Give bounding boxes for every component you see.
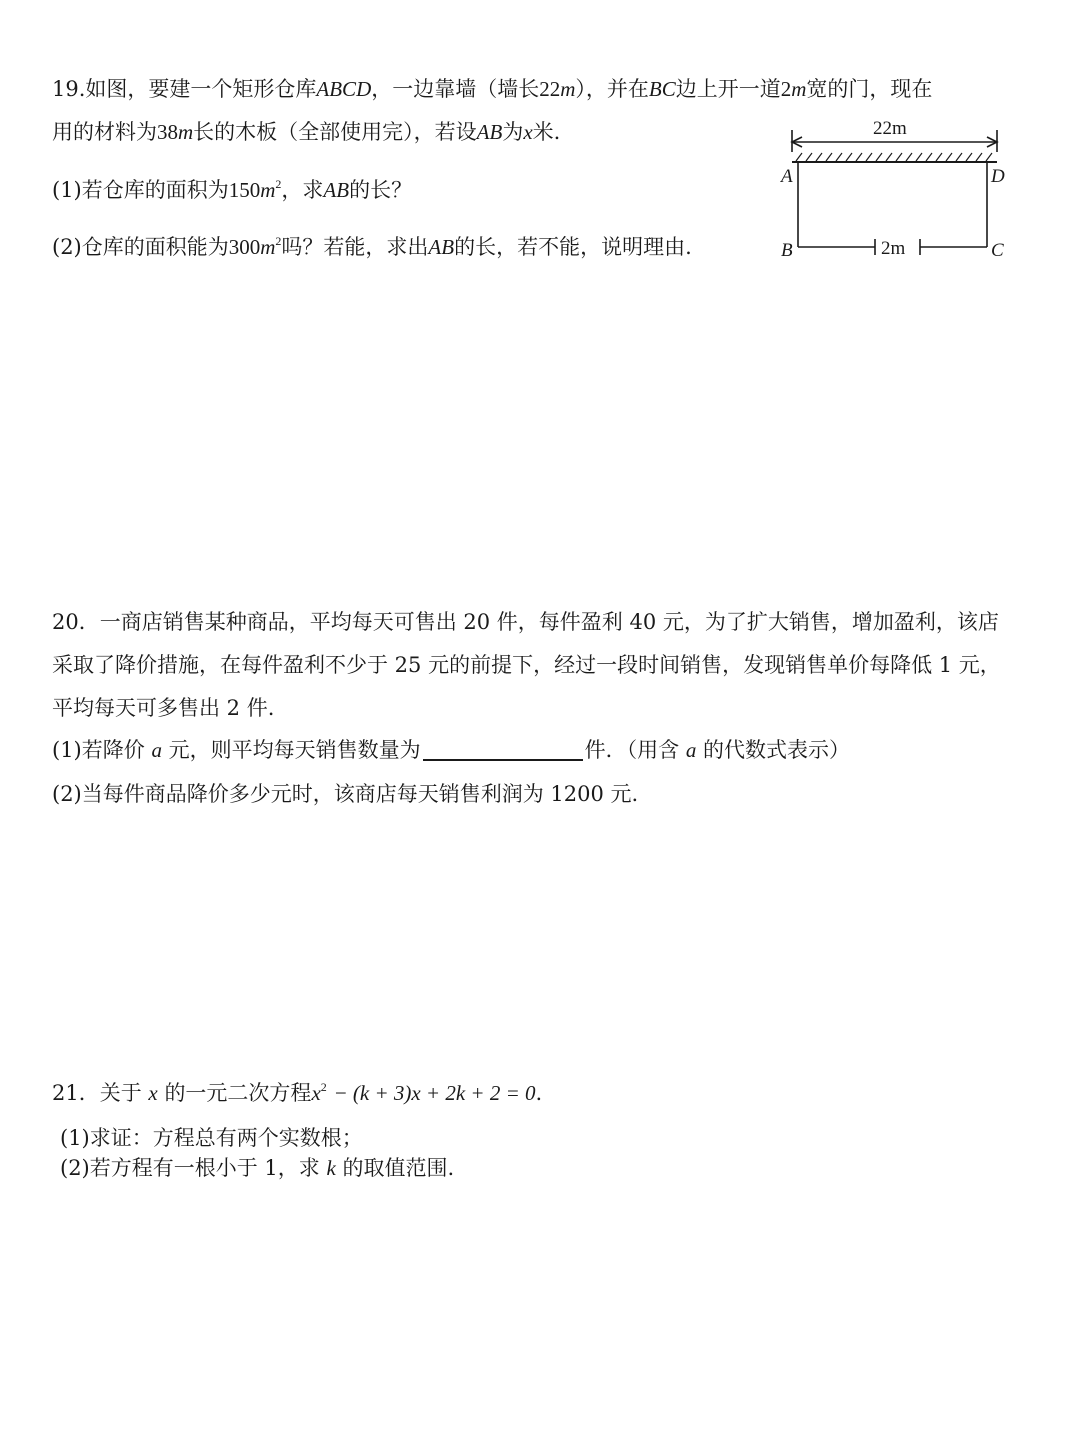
q19-part-1: (1)若仓库的面积为$150m^2$，求AB的长？ [52,177,413,202]
label-d: D [991,166,1005,187]
q20-part-2: (2)当每件商品降价多少元时，该商店每天销售利润为 1200 元. [52,782,639,806]
q21-part-2: (2)若方程有一根小于 1，求 k 的取值范围. [60,1156,455,1180]
label-c: C [991,240,1004,261]
label-22m: 22m [873,118,907,139]
label-b: B [781,240,793,261]
q21-line-1: 21．关于 x 的一元二次方程$x^2 - (k + 3)x + 2k + 2 = 0$. [52,1080,543,1105]
q21-part-1: (1)求证：方程总有两个实数根； [60,1126,363,1150]
label-door-2m: 2m [881,238,906,259]
q19-line-2: 用的材料为38m长的木板（全部使用完），若设AB为x米. [52,120,561,144]
q20-line-1: 20．一商店销售某种商品，平均每天可售出 20 件，每件盈利 40 元，为了扩大销售，增加盈利，该店 [52,610,999,634]
answer-blank [423,737,583,761]
q19-line-1: 19.如图，要建一个矩形仓库ABCD，一边靠墙（墙长22m），并在BC边上开一道2m宽的门，现在 [52,77,933,101]
warehouse-figure [780,112,1015,270]
q20-part-1: (1)若降价 a 元，则平均每天销售数量为 件．（用含 a 的代数式表示） [52,738,850,762]
q20-line-3: 平均每天可多售出 2 件. [52,696,275,720]
label-a: A [781,166,793,187]
q19-part-2: (2)仓库的面积能为$300m^2$吗？若能，求出AB的长，若不能，说明理由. [52,234,692,259]
q20-line-2: 采取了降价措施，在每件盈利不少于 25 元的前提下，经过一段时间销售，发现销售单价每降低 1 元， [52,653,1001,677]
wall-hatching [796,153,992,161]
